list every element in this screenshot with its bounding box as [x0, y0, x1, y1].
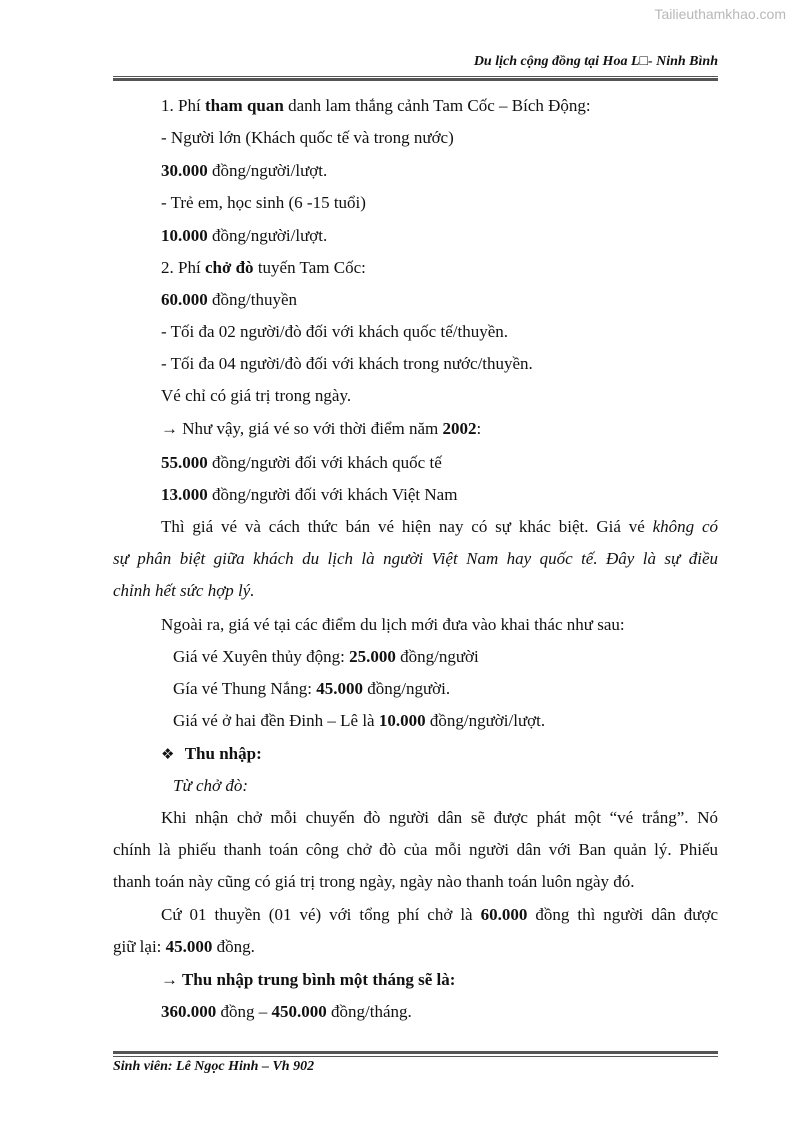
line-domestic-2002: 13.000 đồng/người đối với khách Việt Nam: [161, 485, 458, 504]
watermark: Tailieuthamkhao.com: [654, 6, 786, 22]
line-adults: - Người lớn (Khách quốc tế và trong nước): [161, 128, 454, 147]
line-new-sites: Ngoài ra, giá vé tại các điểm du lịch mới đưa vào khai thác như sau:: [161, 615, 625, 634]
line-max-foreign: - Tối đa 02 người/đò đối với khách quốc tế/thuyền.: [161, 322, 508, 341]
line-boat-price: 60.000 đồng/thuyền: [161, 290, 297, 309]
paragraph-1-row-1: Thì giá vé và cách thức bán vé hiện nay có sự khác biệt. Giá vé không có: [161, 517, 718, 536]
line-monthly-income: 360.000 đồng – 450.000 đồng/tháng.: [161, 1002, 412, 1021]
paragraph-3-row-2: giữ lại: 45.000 đồng.: [113, 937, 255, 956]
subheading-boat: Từ chở đò:: [173, 776, 249, 795]
paragraph-2-row-3: thanh toán này cũng có giá trị trong ngày, ngày nào thanh toán luôn ngày đó.: [113, 872, 635, 891]
line-children: - Trẻ em, học sinh (6 -15 tuổi): [161, 193, 366, 212]
paragraph-3-row-1: Cứ 01 thuyền (01 vé) với tổng phí chở là 60.000 đồng thì người dân được: [161, 905, 719, 924]
heading-income: ❖ Thu nhập:: [161, 744, 262, 763]
footer-divider: [113, 1056, 718, 1057]
footer-divider-thick: [113, 1051, 718, 1054]
line-children-price: 10.000 đồng/người/lượt.: [161, 226, 328, 245]
arrow-right-icon: →: [161, 419, 178, 438]
paragraph-2-row-1: Khi nhận chở mỗi chuyến đò người dân sẽ được phát một “vé trắng”. Nó: [161, 808, 718, 827]
line-fee-sightseeing: 1. Phí tham quan danh lam thắng cảnh Tam Cốc – Bích Động:: [161, 96, 591, 115]
line-monthly-income-heading: → Thu nhập trung bình một tháng sẽ là:: [161, 970, 456, 989]
line-fee-boat: 2. Phí chở đò tuyến Tam Cốc:: [161, 258, 366, 277]
paragraph-1-row-3: chỉnh hết sức hợp lý.: [113, 581, 255, 600]
line-thung-nang: Gía vé Thung Nắng: 45.000 đồng/người.: [173, 679, 451, 698]
header-divider-thick: [113, 78, 718, 81]
diamond-bullet-icon: ❖: [161, 745, 175, 763]
line-xuyen-thuy: Giá vé Xuyên thủy động: 25.000 đồng/người: [173, 647, 479, 666]
paragraph-2-row-2: chính là phiếu thanh toán công chở đò của mỗi người dân với Ban quản lý. Phiếu: [113, 840, 718, 859]
line-foreign-2002: 55.000 đồng/người đối với khách quốc tế: [161, 453, 442, 472]
line-compare-2002: → Như vậy, giá vé so với thời điểm năm 2002:: [161, 419, 482, 438]
line-valid-day: Vé chỉ có giá trị trong ngày.: [161, 386, 352, 405]
arrow-right-icon: →: [161, 970, 178, 989]
footer-student: Sinh viên: Lê Ngọc Hinh – Vh 902: [113, 1059, 315, 1074]
line-adult-price: 30.000 đồng/người/lượt.: [161, 161, 328, 180]
header-divider: [113, 76, 718, 77]
paragraph-1-row-2: sự phân biệt giữa khách du lịch là người Việt Nam hay quốc tế. Đây là sự điều: [113, 549, 718, 568]
header-title: Du lịch cộng đồng tại Hoa L□- Ninh Bình: [473, 54, 718, 69]
line-dinh-le: Giá vé ở hai đền Đinh – Lê là 10.000 đồng/người/lượt.: [173, 711, 546, 730]
line-max-domestic: - Tối đa 04 người/đò đối với khách trong nước/thuyền.: [161, 354, 533, 373]
